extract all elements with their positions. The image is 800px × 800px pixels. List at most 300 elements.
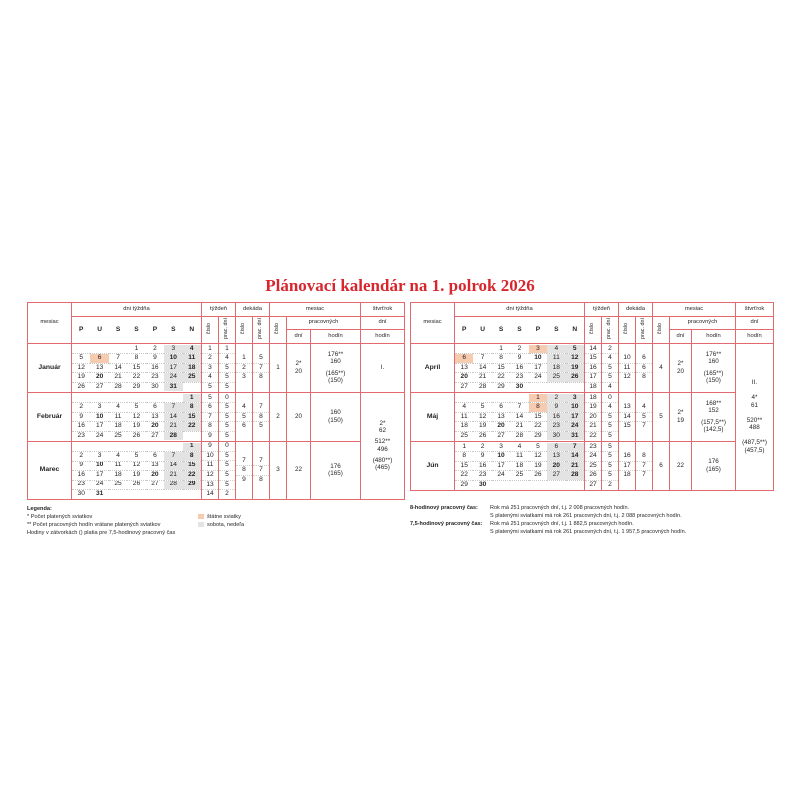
header-week-cislo: číslo [585,317,602,344]
day-cell: 19 [127,471,145,481]
month-hours-cell [692,442,736,491]
note-8h-label: 8-hodinový pracovný čas: [410,505,478,511]
header-hodin: hodín [311,330,361,344]
day-cell: 4 [455,403,473,413]
day-grid-cell [72,442,202,500]
decade-workdays-item: 8 [259,475,263,483]
day-cell: 9 [72,412,90,422]
day-cell [529,480,547,489]
week-number-item: 7 [202,413,218,423]
week-workdays-item: 0 [219,394,235,404]
day-cell: 22 [492,373,510,383]
week-row [455,471,584,481]
day-cell: 4 [547,345,565,354]
week-row [72,363,201,373]
week-row [72,382,201,391]
week-number-item: 19 [585,403,601,413]
day-grid-cell [72,344,202,393]
week-workdays [219,345,235,392]
day-cell: 25 [547,373,565,383]
day-cell: 2 [473,443,491,452]
quarter-values [361,421,404,472]
day-cell [473,394,491,403]
day-cell: 5 [72,354,90,364]
day-cell: 19 [127,422,145,432]
decade-workdays-item: 7 [253,466,269,476]
quarter-cell [736,344,774,491]
week-workdays-item: 1 [219,345,235,355]
day-cell: 23 [547,422,565,432]
decade-number-item: 10 [619,354,635,364]
day-cell [183,431,201,440]
day-cell: 11 [109,461,127,471]
day-cell: 1 [529,394,547,403]
day-cell: 26 [127,480,145,490]
quarter-value: 496 [377,445,388,453]
month-hours-value: 176** [327,350,344,358]
decade-number-item: 18 [623,471,631,479]
month-hours-value: (165**) [325,369,346,377]
header-pracovnych: pracovných [287,317,361,330]
note-8h-line-1: Rok má 251 pracovných dní, t.j. 2 008 pracovných hodín. [490,505,630,511]
day-cell: 24 [566,422,584,432]
header-pracovnych: pracovných [670,317,736,330]
day-grid-cell [455,344,585,393]
header-week-cislo: číslo [202,317,219,344]
quarter-value: 61 [751,401,759,409]
day-grid [455,443,584,490]
day-letter-0: P [79,325,84,333]
month-workdays-value: 20 [294,368,302,375]
week-workdays-item: 5 [219,471,235,481]
day-cell: 24 [529,373,547,383]
day-cell [109,490,127,499]
calendar-table-q1 [27,302,405,500]
header-q-hodin: hodín [361,330,405,344]
week-number-item: 21 [585,422,601,432]
day-cell: 21 [164,422,182,432]
day-cell: 9 [146,354,164,364]
day-cell [109,345,127,354]
decade-number-item: 6 [242,422,246,430]
day-cell [566,382,584,391]
week-workdays-item: 5 [225,431,229,439]
decade-workdays-item: 4 [636,403,652,413]
month-hours-value: 160 [330,358,341,366]
day-cell: 13 [455,363,473,373]
decade-workdays-item: 8 [642,373,646,381]
month-hours-value: 160 [708,358,719,366]
day-cell [164,490,182,499]
week-number-item: 9 [208,431,212,439]
day-cell [127,443,145,452]
day-cell [183,382,201,391]
day-cell: 27 [547,471,565,481]
day-cell: 24 [95,431,104,439]
day-cell: 20 [455,373,473,383]
month-workdays-value: 20 [676,368,684,375]
day-cell: 26 [529,471,547,481]
week-workdays-item: 5 [219,481,235,491]
week-row [455,345,584,354]
week-workdays-item: 5 [602,413,618,423]
decade-number-cell [236,344,253,393]
day-cell: 28 [566,471,584,481]
week-row [455,382,584,391]
day-cell [455,394,473,403]
month-hours-value: 176 [708,458,719,466]
decade-workdays-item: 7 [253,457,269,467]
month-hours-cell [311,393,361,442]
week-row [455,480,584,489]
quarter-value: 4* [751,394,758,402]
day-cell: 21 [164,471,182,481]
day-cell: 16 [510,363,528,373]
day-cell: 17 [90,422,108,432]
month-name: Máj [411,393,455,442]
week-number [585,443,601,490]
month-hours-value: (142,5) [703,425,724,433]
week-workdays-item: 2 [225,490,229,498]
month-number: 4 [653,344,670,393]
week-days-cell [219,393,236,442]
decade-number-cell [619,442,636,491]
day-cell: 22 [183,422,201,432]
working-time-notes [410,505,770,549]
day-cell [566,480,584,489]
month-hours [692,401,735,433]
month-number: 2 [270,393,287,442]
day-cell: 7 [566,443,584,452]
decade-days-cell [253,393,270,442]
day-cell: 26 [566,373,584,383]
day-letters [455,317,585,344]
day-cell [90,345,108,354]
week-number-item: 11 [202,461,218,471]
day-cell: 2 [72,452,90,462]
quarter-cell [361,393,405,500]
week-row [455,403,584,413]
week-workdays-item: 0 [219,442,235,452]
day-cell: 12 [72,363,90,373]
week-workdays [219,394,235,441]
week-number-cell [202,344,219,393]
day-cell: 11 [510,452,528,462]
day-cell: 18 [510,461,528,471]
decade-number-item: 14 [619,413,635,423]
month-workdays [287,361,310,376]
day-cell: 12 [529,452,547,462]
week-row [72,394,201,403]
legend-title: Legenda: [27,506,52,512]
day-cell: 29 [534,431,542,439]
day-cell: 17 [164,363,182,373]
day-cell: 4 [109,403,127,413]
day-letter-4: P [535,325,541,333]
day-cell: 13 [146,461,164,471]
week-row [72,461,201,471]
day-cell: 13 [492,412,510,422]
week-row [455,431,584,440]
day-cell: 26 [478,431,487,439]
month-workdays-value: 22 [676,461,684,469]
day-cell: 20 [547,461,565,471]
decade-number-cell [619,393,636,442]
week-number-item: 16 [585,364,601,374]
note-8h-line-2: S platenými sviatkami má rok 261 pracovných dní, t.j. 2 088 pracovných hodín. [490,513,682,519]
week-days-cell [219,442,236,500]
week-row [455,461,584,471]
header-dni: dní [287,330,311,344]
decade-workdays [253,354,269,382]
quarter-value: (457,5) [744,446,765,454]
day-cell [72,345,90,354]
month-workdays-value: 20 [294,412,302,420]
day-cell: 15 [455,461,473,471]
week-workdays-item: 5 [219,422,235,432]
day-letter-6: N [572,325,578,333]
month-hours-cell [311,442,361,500]
week-row [455,354,584,364]
day-cell: 10 [492,452,510,462]
week-number-item: 12 [202,471,218,481]
header-dni-tyzdna: dni týždňa [72,303,202,317]
decade-workdays [636,403,652,431]
legend-weekend: sobota, nedeľa [207,522,245,529]
day-cell [455,345,473,354]
note-75h-line-1: Rok má 251 pracovných dní, t.j. 1 882,5 pracovných hodín. [490,521,634,527]
day-cell: 10 [164,354,182,364]
decade-number-item: 5 [236,413,252,423]
week-number-cell [585,393,602,442]
header-mesiac-col: mesiac [653,303,736,317]
legend-line-1: * Počet platených sviatkov [27,514,93,521]
decade-workdays-item: 6 [636,354,652,364]
month-hours-value: (165) [706,465,721,473]
day-cell: 28 [164,480,182,490]
day-cell: 17 [529,363,547,373]
day-cell: 28 [114,382,122,390]
decade-workdays [253,403,269,431]
month-hours [311,352,360,384]
day-cell: 2 [72,403,90,413]
header-tyzden: týždeň [585,303,619,317]
week-workdays-item: 5 [602,462,618,472]
day-cell: 9 [72,461,90,471]
decade-workdays-item: 7 [253,364,269,374]
header-week-pracdni: prac. dní [219,317,236,344]
day-cell: 12 [127,412,145,422]
day-cell: 26 [77,382,85,390]
week-number-item: 9 [202,442,218,452]
day-cell: 30 [77,489,85,497]
quarter-values [736,380,773,454]
day-cell: 3 [90,403,108,413]
day-cell: 14 [510,412,528,422]
week-number-item: 13 [202,481,218,491]
day-cell: 2 [547,394,565,403]
week-number-item: 3 [202,364,218,374]
decade-days-cell [636,393,653,442]
day-cell: 31 [95,489,104,497]
quarter-value: 512** [374,438,391,446]
day-cell: 7 [109,354,127,364]
header-q-dni: dní [736,317,774,330]
month-hours-value: 176** [705,350,722,358]
decade-number [236,457,252,485]
week-workdays-item: 5 [602,364,618,374]
decade-number-item: 13 [619,403,635,413]
week-row [455,412,584,422]
week-row [72,345,201,354]
month-workdays-cell [287,393,311,442]
day-cell: 12 [473,412,491,422]
day-cell: 8 [183,452,201,462]
week-row [72,443,201,452]
day-grid [455,345,584,392]
day-cell: 18 [109,422,127,432]
month-workdays-value: 2* [677,408,684,416]
month-name: Jún [411,442,455,491]
day-letter-2: S [498,325,504,333]
day-cell: 17 [90,471,108,481]
week-workdays-item: 4 [602,354,618,364]
decade-number-item: 15 [623,422,631,430]
day-cell [146,490,164,499]
day-cell [72,443,90,452]
month-row [28,344,405,393]
quarter-value: I. [380,363,385,371]
month-hours-value: 152 [708,407,719,415]
day-cell [109,443,127,452]
month-workdays-cell [670,344,692,393]
day-cell: 2 [146,345,164,354]
month-workdays-cell [287,442,311,500]
header-week-pracdni: prac. dní [602,317,619,344]
decade-number-item: 9 [242,475,246,483]
week-row [72,490,201,499]
day-cell: 14 [109,363,127,373]
week-number [585,345,601,392]
week-days-cell [602,442,619,491]
day-cell: 29 [460,480,468,488]
month-name: Február [28,393,72,442]
legend-line-2: ** Počet pracovných hodín vrátane platených sviatkov [27,522,161,529]
day-cell [183,490,201,499]
day-cell: 8 [492,354,510,364]
header-dek-cislo: číslo [236,317,253,344]
day-cell: 11 [183,354,201,364]
month-workdays-value: 2* [295,359,302,367]
week-workdays-item: 5 [219,413,235,423]
day-cell: 1 [127,345,145,354]
header-stvrtrok: štvrťrok [736,303,774,317]
day-letter-1: U [97,325,103,333]
day-cell: 23 [72,480,90,490]
day-cell: 18 [109,471,127,481]
day-cell: 8 [127,354,145,364]
header-q-hodin: hodín [736,330,774,344]
day-cell: 5 [566,345,584,354]
day-cell: 10 [90,461,108,471]
decade-number-item: 12 [623,373,631,381]
day-cell: 5 [473,403,491,413]
day-cell: 11 [109,412,127,422]
quarter-value: (487,5**) [742,439,767,447]
month-row [28,442,405,500]
day-cell: 3 [164,345,182,354]
decade-workdays-item: 8 [259,373,263,381]
week-days-cell [219,344,236,393]
decade-number-item: 2 [236,364,252,374]
decade-number [619,403,635,431]
month-number: 1 [270,344,287,393]
week-number-item: 14 [206,490,214,498]
day-cell: 9 [547,403,565,413]
week-row [72,403,201,413]
decade-number-item: 4 [236,403,252,413]
day-cell: 15 [492,363,510,373]
day-cell: 7 [473,354,491,364]
quarter-value: (465) [375,464,390,472]
day-cell: 27 [95,382,104,390]
week-number-item: 17 [585,373,601,383]
day-cell: 25 [183,373,201,383]
week-row [72,422,201,432]
day-cell [109,394,127,403]
week-workdays-item: 5 [219,373,235,383]
week-row [455,394,584,403]
week-workdays-item: 5 [602,443,618,453]
month-name: Január [28,344,72,393]
day-cell: 3 [566,394,584,403]
calendar-table-q2 [410,302,774,491]
holiday-swatch [198,514,204,519]
week-number-item: 4 [202,373,218,383]
month-workdays [670,463,691,469]
day-cell: 14 [164,412,182,422]
month-workdays [287,414,310,420]
decade-workdays-item: 6 [636,364,652,374]
legend-swatches [198,513,288,529]
day-cell: 23 [146,373,164,383]
day-letter-2: S [115,325,121,333]
day-cell: 17 [566,412,584,422]
decade-workdays [636,354,652,382]
day-cell: 25 [109,480,127,490]
day-cell [146,443,164,452]
header-hodin: hodín [692,330,736,344]
decade-workdays-item: 8 [253,413,269,423]
day-cell [547,480,565,489]
decade-number-cell [236,442,253,500]
header-m-cislo: číslo [653,317,670,344]
month-workdays-value: 19 [676,417,684,424]
decade-number-cell [236,393,253,442]
decade-number-item: 11 [619,364,635,374]
week-workdays-item: 5 [219,452,235,462]
week-workdays-item: 5 [602,373,618,383]
day-cell: 16 [547,412,565,422]
day-cell [72,394,90,403]
decade-days-cell [636,344,653,393]
week-number-cell [202,393,219,442]
header-dni: dní [670,330,692,344]
day-cell: 21 [109,373,127,383]
header-m-cislo: číslo [270,317,287,344]
decade-number-item: 17 [619,462,635,472]
day-cell: 5 [127,403,145,413]
